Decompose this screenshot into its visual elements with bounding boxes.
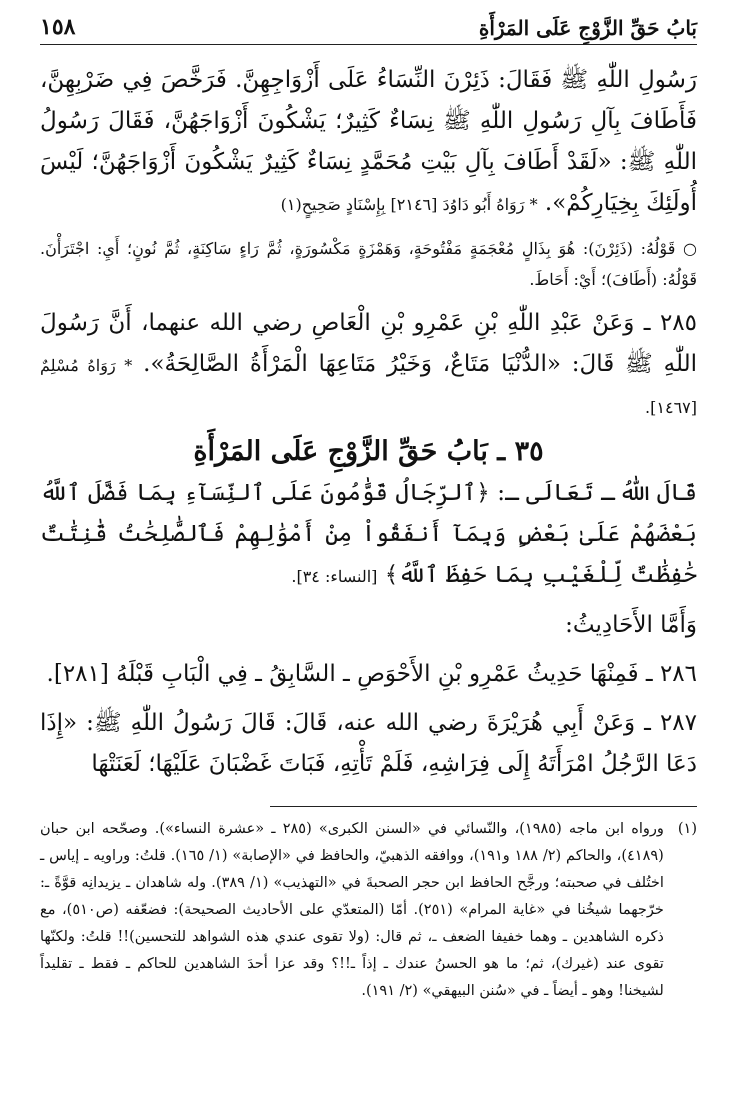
- hadith-287: ٢٨٧ ـ وَعَنْ أَبِي هُرَيْرَةَ رضي الله عنه، قَالَ: قَالَ رَسُولُ اللّٰهِ ﷺ: «إِذَا دَعَا الرَّجُلُ امْرَأَتَهُ إِلَى فِرَاشِهِ، فَلَمْ تَأْتِهِ، فَبَاتَ غَضْبَانَ عَلَيْهَا؛ لَعَنَتْهَا: [40, 710, 697, 777]
- ahadith-heading: وَأَمَّا الأَحَادِيثُ:: [565, 612, 697, 638]
- footnotes: [40, 816, 697, 1005]
- quran-verse-reference: [النساء: ٣٤].: [291, 567, 378, 586]
- footnote-divider: [270, 806, 697, 807]
- footnote-text: ورواه ابن ماجه (١٩٨٥)، والنّسائي في «السنن الكبرى» (٢٨٥ ـ «عشرة النساء»). وصحّحه ابن حبان (٤١٨٩)، والحاكم (٢/ ١٨٨ و١٩١)، ووافقه الذهبيّ، والحافظ في «الإصابة» (١/ ١٦٥). قلتُ: وراويه ـ إياس ـ اختُلف في صحبته؛ ورجَّح الحافظ ابن حجر الصحبةَ في «التهذيب» (١/ ٣٨٩). وله شاهدان ـ يزيدانِه قوَّةً ـ: خرّجهما شيخُنا في «غاية المرام» (٢٥١). أمّا (المتعدّي على الأحاديث الصحيحة): فضعّفه (ص٥١٠)، مع ذكره الشاهدين ـ وهما خفيفا الضعف ـ، ثم قال: (ولا تقوى عندي هذه الشواهد للتحسين)!! قلتُ: ولكنّها تقوى عند (غيرك)، ثم؛ ما هو الحسنُ عندك ـ إذاً ـ!!؟ وقد عزا أحدَ الشاهدين للحاكم ـ فقط ـ تقليداً لشيخنا! وهو ـ أيضاً ـ في «سُنن البيهقي» (٢/ ١٩١).: [40, 821, 664, 999]
- page-header: [40, 8, 697, 45]
- quran-verse-text: قَالَ اللّٰهُ ـ تَعَالَى ـ: ﴿ٱلرِّجَالُ قَوَّٰمُونَ عَلَى ٱلنِّسَآءِ بِمَا فَضَّلَ ٱللَّهُ بَعْضَهُمْ عَلَىٰ بَعْضٍ وَبِمَآ أَنفَقُواْ مِنْ أَمْوَٰلِهِمْ فَٱلصَّٰلِحَٰتُ قَٰنِتَٰتٌ حَٰفِظَٰتٌ لِّلْغَيْبِ بِمَا حَفِظَ ٱللَّهُ﴾: [40, 480, 697, 588]
- quran-verse: [40, 473, 697, 597]
- running-title: بَابُ حَقِّ الزَّوْجِ عَلَى المَرْأَةِ: [478, 16, 697, 40]
- footnote-item: [40, 816, 697, 1005]
- hadith-continued-reference: * رَوَاهُ أَبُو دَاوُدَ [٢١٤٦] بِإِسْنَادٍ صَحِيحٍ(١): [280, 195, 538, 214]
- hadith-286: ٢٨٦ ـ فَمِنْهَا حَدِيثُ عَمْرِو بْنِ الأَحْوَصِ ـ السَّابِقُ ـ فِي الْبَابِ قَبْلَهُ [٢٨١].: [46, 661, 697, 687]
- hadith-continued: [40, 60, 697, 225]
- hadith-285-text: ٢٨٥ ـ وَعَنْ عَبْدِ اللّٰهِ بْنِ عَمْرِو بْنِ الْعَاصِ رضي الله عنهما، أَنَّ رَسُولَ اللّٰهِ ﷺ قَالَ: «الدُّنْيَا مَتَاعٌ، وَخَيْرُ مَتَاعِهَا الْمَرْأَةُ الصَّالِحَةُ».: [40, 310, 698, 377]
- hadith-285: [40, 303, 697, 428]
- hadith-continued-text: رَسُولِ اللّٰهِ ﷺ فَقَالَ: ذَئِرْنَ النِّسَاءُ عَلَى أَزْوَاجِهِنَّ. فَرَخَّصَ فِي ضَرْبِهِنَّ، فَأَطَافَ بِآلِ رَسُولِ اللّٰهِ ﷺ نِسَاءٌ كَثِيرٌ؛ يَشْكُونَ أَزْوَاجَهُنَّ، فَقَالَ رَسُولُ اللّٰهِ ﷺ: «لَقَدْ أَطَافَ بِآلِ بَيْتِ مُحَمَّدٍ نِسَاءٌ كَثِيرٌ يَشْكُونَ أَزْوَاجَهُنَّ؛ لَيْسَ أُولَئِكَ بِخِيَارِكُمْ».: [40, 67, 697, 216]
- main-text: [40, 60, 697, 793]
- footnote-number: (١): [677, 821, 697, 837]
- explanation-note: ○ قَوْلُهُ: (ذَئِرْنَ): هُوَ بِذَالٍ مُعْجَمَةٍ مَفْتُوحَةٍ، وَهَمْزَةٍ مَكْسُورَةٍ، ثُمَّ رَاءٍ سَاكِنَةٍ، ثُمَّ نُونٍ؛ أَيِ: اجْتَرَأْنَ. قَوْلُهُ: (أَطَافَ)؛ أَيْ: أَحَاطَ.: [40, 239, 697, 289]
- chapter-title: ٣٥ ـ بَابُ حَقِّ الزَّوْجِ عَلَى المَرْأَةِ: [193, 436, 544, 467]
- hadith-285-reference: * رَوَاهُ مُسْلِمٌ [١٤٦٧].: [40, 356, 697, 417]
- page-number: ١٥٨: [40, 14, 76, 40]
